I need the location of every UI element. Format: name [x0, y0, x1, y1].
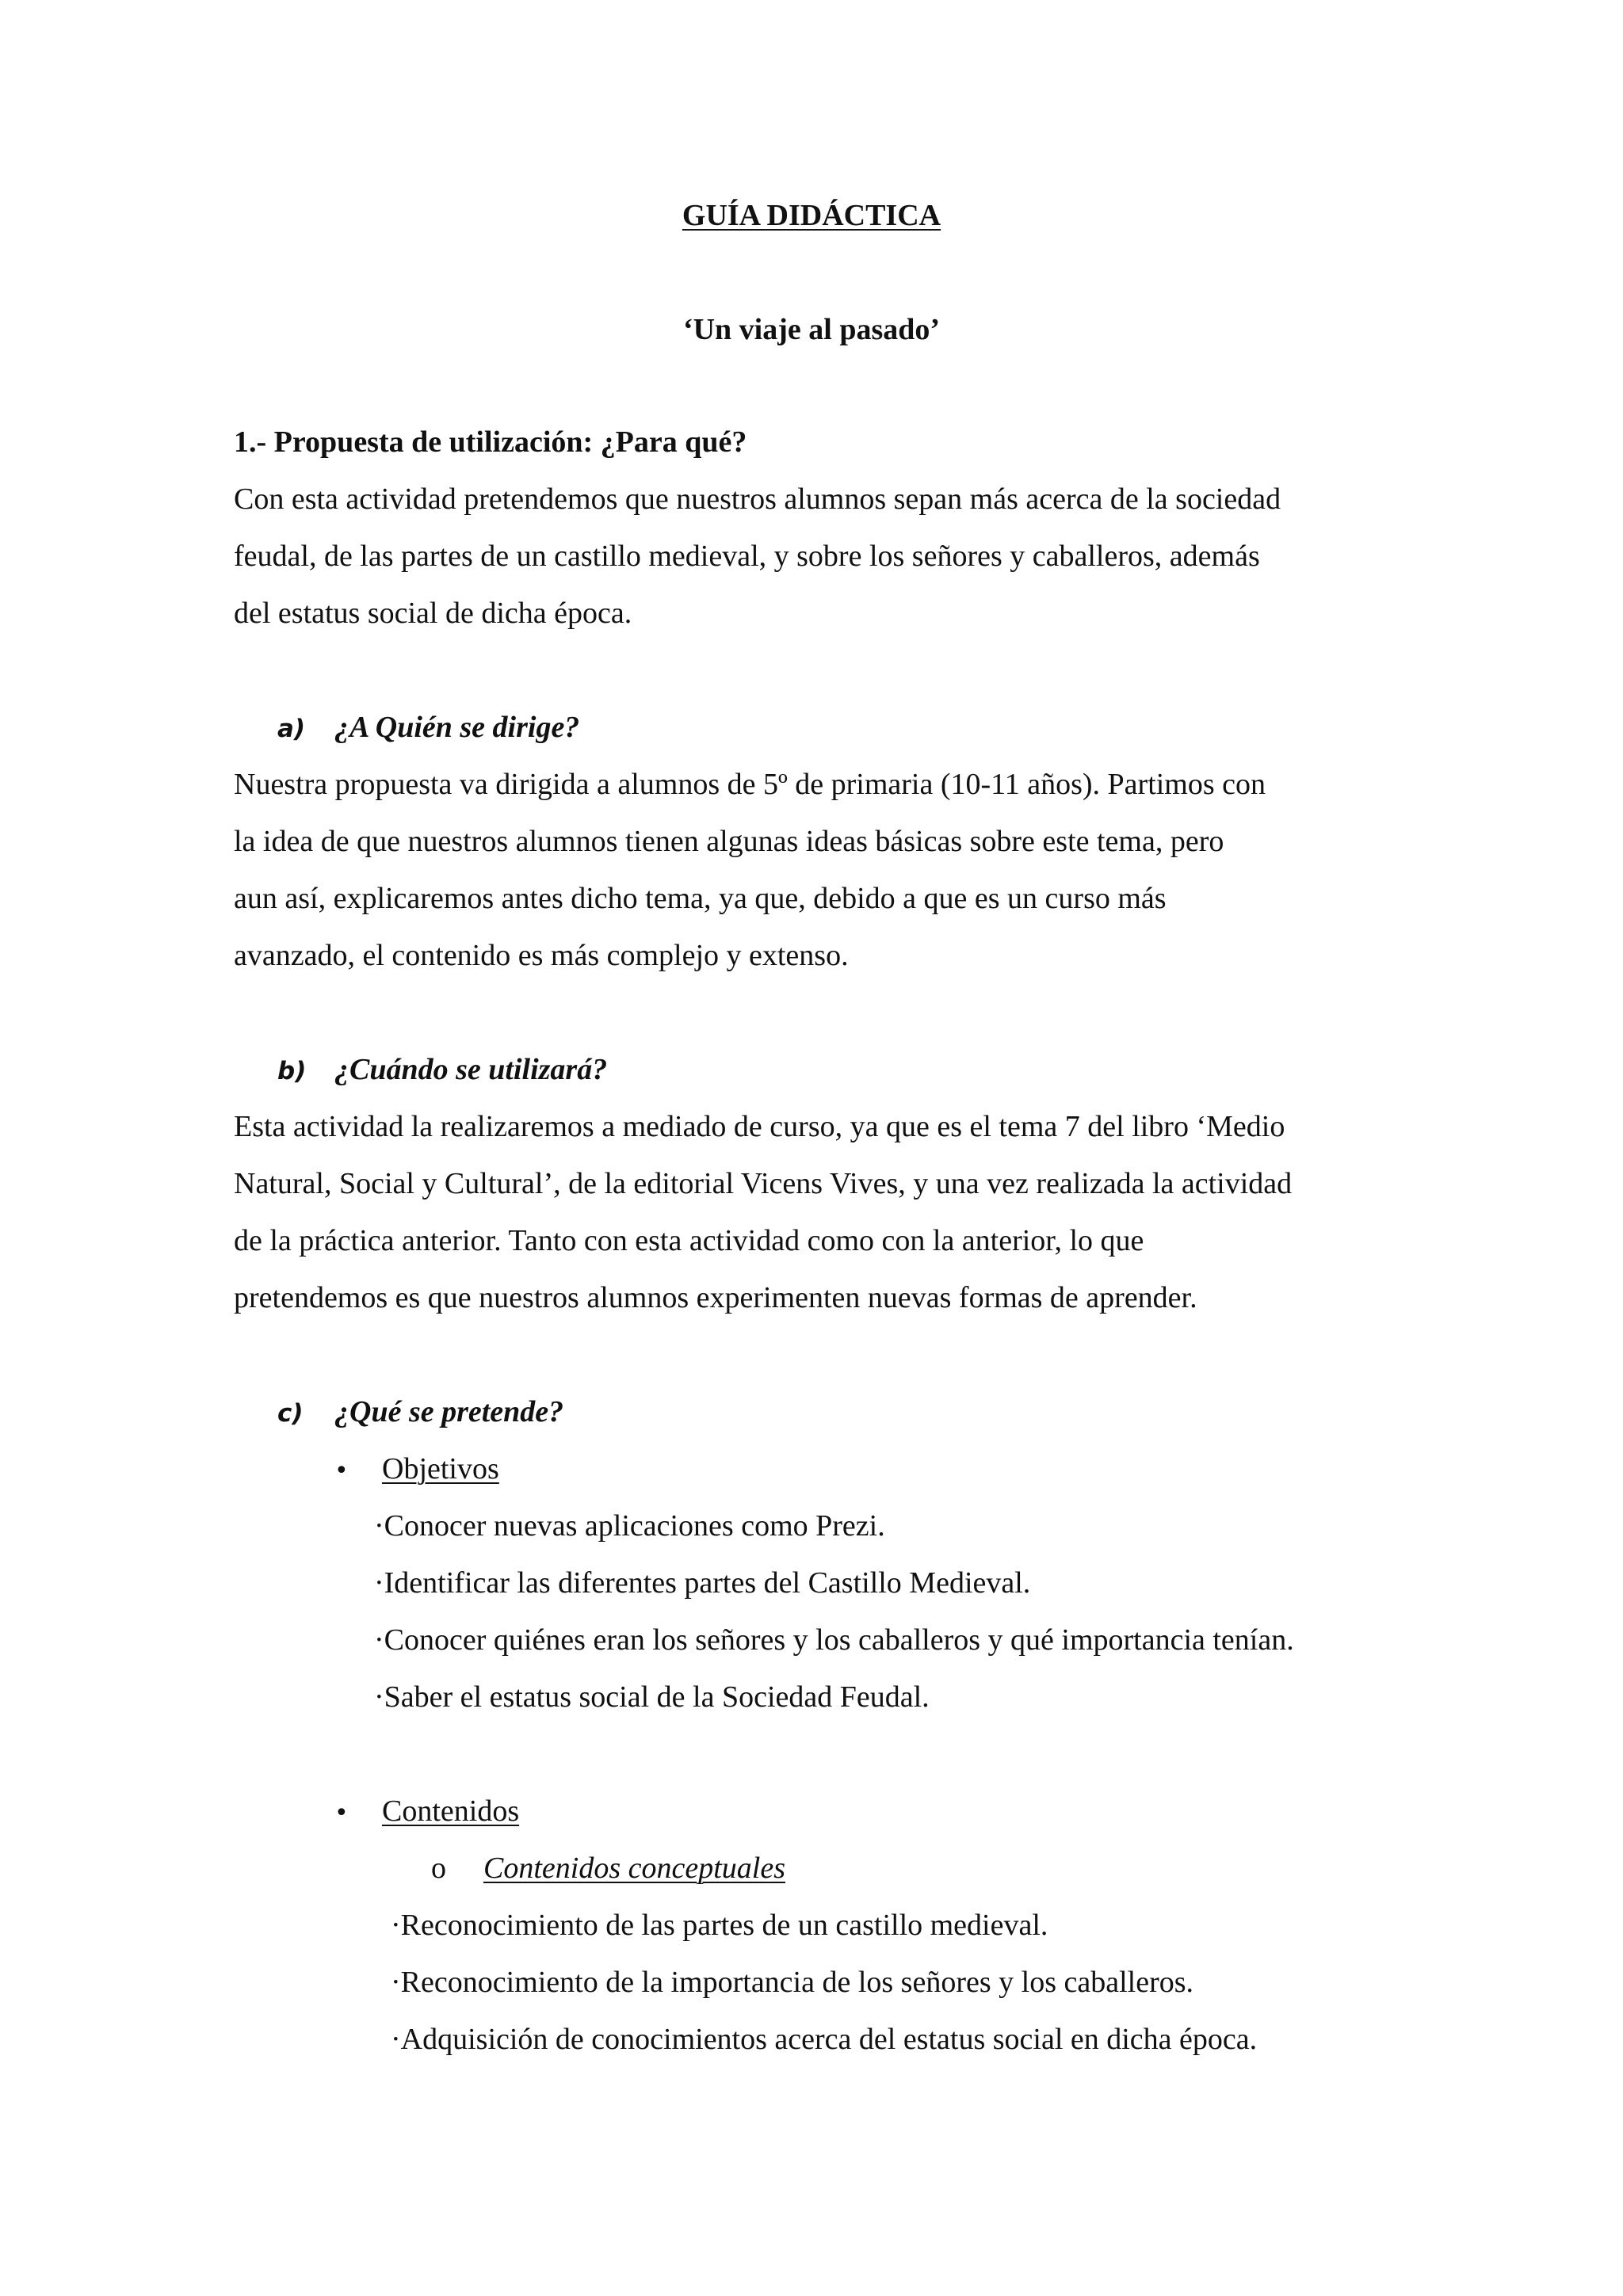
subsection-a-line: Nuestra propuesta va dirigida a alumnos de 5º de primaria (10-11 años). Partimos con	[234, 768, 1266, 801]
conceptuales-label: Contenidos conceptuales	[483, 1852, 785, 1885]
bullet-icon: •	[334, 1457, 349, 1485]
contenidos-label: Contenidos	[382, 1794, 520, 1828]
subsection-b-line: pretendemos es que nuestros alumnos experimenten nuevas formas de aprender.	[234, 1281, 1197, 1314]
subsection-b-letter: b)	[277, 1057, 307, 1085]
subsection-c-title: ¿Qué se pretende?	[334, 1395, 564, 1428]
section-1-line: del estatus social de dicha época.	[234, 597, 632, 630]
subsection-b-line: Esta actividad la realizaremos a mediado de curso, ya que es el tema 7 del libro ‘Medio	[234, 1110, 1285, 1143]
subsection-a-title: ¿A Quién se dirige?	[334, 711, 580, 744]
circle-bullet-icon: o	[431, 1852, 446, 1885]
objetivos-bullet-item	[334, 1440, 499, 1500]
bullet-icon: •	[334, 1799, 349, 1827]
conceptual-item: ·Reconocimiento de la importancia de los señores y los caballeros.	[391, 1966, 1194, 1999]
contenidos-bullet-item	[334, 1783, 519, 1842]
section-1-heading: 1.- Propuesta de utilización: ¿Para qué?	[234, 425, 747, 459]
document-subtitle: ‘Un viaje al pasado’	[682, 313, 941, 346]
subsection-b-line: Natural, Social y Cultural’, de la editorial Vicens Vives, y una vez realizada la actividad	[234, 1167, 1293, 1200]
section-1-line: Con esta actividad pretendemos que nuestros alumnos sepan más acerca de la sociedad	[234, 482, 1281, 516]
subsection-c-heading	[277, 1383, 563, 1442]
objetivo-item: ·Identificar las diferentes partes del Castillo Medieval.	[374, 1566, 1031, 1600]
conceptual-item: ·Reconocimiento de las partes de un castillo medieval.	[391, 1909, 1048, 1942]
subsection-a-heading	[277, 699, 579, 757]
objetivos-label: Objetivos	[382, 1452, 499, 1486]
subsection-a-line: aun así, explicaremos antes dicho tema, ya que, debido a que es un curso más	[234, 882, 1167, 915]
subsection-c-letter: c)	[277, 1399, 304, 1428]
subsection-b-heading	[277, 1041, 607, 1100]
subsection-a-line: la idea de que nuestros alumnos tienen algunas ideas básicas sobre este tema, pero	[234, 825, 1224, 858]
conceptual-item: ·Adquisición de conocimientos acerca del estatus social en dicha época.	[391, 2023, 1258, 2056]
conceptuales-sub-bullet-item	[431, 1840, 785, 1897]
objetivo-item: ·Conocer quiénes eran los señores y los caballeros y qué importancia tenían.	[374, 1623, 1294, 1657]
subsection-b-title: ¿Cuándo se utilizará?	[334, 1053, 608, 1086]
objetivo-item: ·Conocer nuevas aplicaciones como Prezi.	[374, 1509, 885, 1543]
document-title: GUÍA DIDÁCTICA	[682, 199, 941, 232]
section-1-line: feudal, de las partes de un castillo medieval, y sobre los señores y caballeros, además	[234, 540, 1260, 573]
objetivo-item: ·Saber el estatus social de la Sociedad Feudal.	[374, 1680, 930, 1714]
subsection-a-letter: a)	[277, 715, 306, 743]
subsection-a-line: avanzado, el contenido es más complejo y extenso.	[234, 939, 849, 972]
subsection-b-line: de la práctica anterior. Tanto con esta actividad como con la anterior, lo que	[234, 1224, 1144, 1257]
